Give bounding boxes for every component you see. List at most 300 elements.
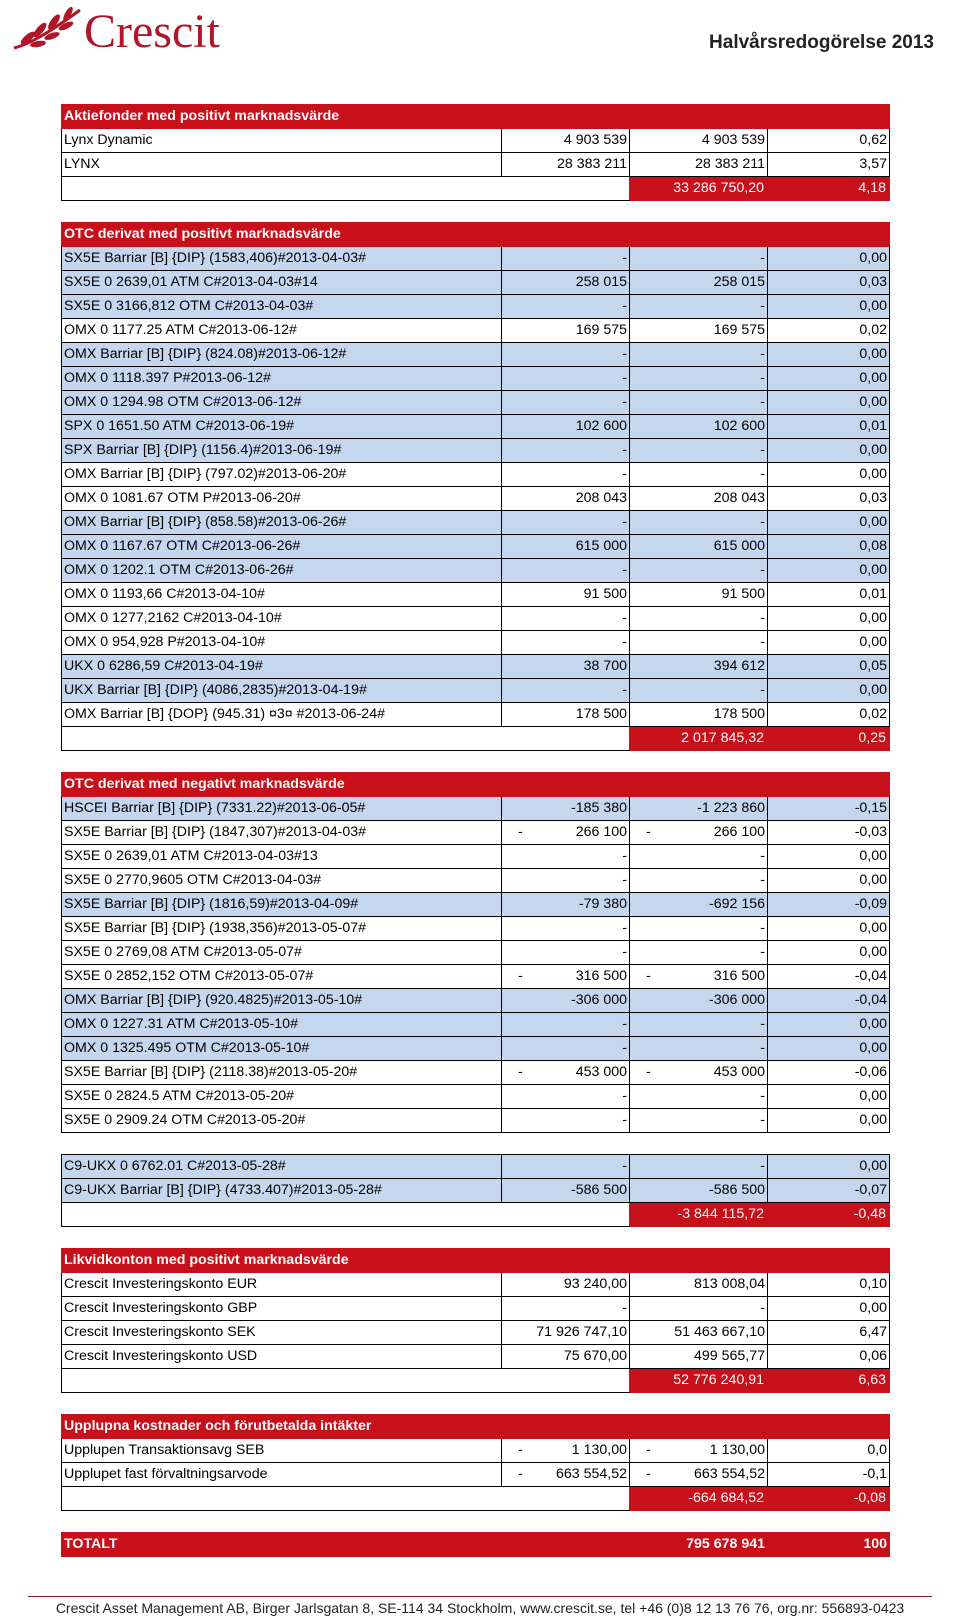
negative-sign: - <box>646 1466 651 1482</box>
value-text: 38 700 <box>583 658 627 674</box>
percent-of-fund: 0,00 <box>768 511 890 535</box>
table-row <box>62 1085 890 1109</box>
holding-name: OMX 0 1227.31 ATM C#2013-05-10# <box>62 1013 502 1037</box>
value-sek <box>630 153 768 177</box>
value-local <box>502 845 630 869</box>
value-local <box>502 869 630 893</box>
holding-name: LYNX <box>62 153 502 177</box>
value-sek <box>630 1061 768 1085</box>
table-row <box>62 1109 890 1133</box>
value-local <box>502 1273 630 1297</box>
footer-address: Crescit Asset Management AB, Birger Jarlsgatan 8, SE-114 34 Stockholm, www.crescit.se, tel +46 (0)8 12 13 76 76, org.nr: 556893-0423 <box>55 1600 905 1616</box>
value-text: - <box>622 1300 627 1316</box>
value-text: 4 903 539 <box>701 132 765 148</box>
value-text: - <box>622 514 627 530</box>
spacer-row <box>62 1133 890 1155</box>
value-text: - <box>622 370 627 386</box>
value-text: 266 100 <box>575 824 627 840</box>
percent-of-fund: 0,00 <box>768 439 890 463</box>
value-text: -692 156 <box>708 896 765 912</box>
subtotal-percent: 6,63 <box>768 1369 890 1393</box>
percent-of-fund: 0,00 <box>768 463 890 487</box>
percent-of-fund: 0,00 <box>768 1037 890 1061</box>
value-text: 316 500 <box>575 968 627 984</box>
section-header <box>62 105 890 129</box>
value-sek <box>630 129 768 153</box>
percent-of-fund: -0,09 <box>768 893 890 917</box>
holding-name: SPX 0 1651.50 ATM C#2013-06-19# <box>62 415 502 439</box>
value-local <box>502 295 630 319</box>
value-local <box>502 247 630 271</box>
section-header <box>62 1249 890 1273</box>
value-sek <box>630 1085 768 1109</box>
section-header <box>62 1415 890 1439</box>
value-sek <box>630 295 768 319</box>
value-sek <box>630 941 768 965</box>
percent-of-fund: 0,00 <box>768 1013 890 1037</box>
value-local <box>502 1013 630 1037</box>
value-local <box>502 319 630 343</box>
value-text: 813 008,04 <box>693 1276 765 1292</box>
value-local <box>502 153 630 177</box>
subtotal-blank <box>62 177 630 201</box>
value-text: -1 223 860 <box>697 800 765 816</box>
holdings-table <box>61 104 890 1557</box>
crescit-logo <box>10 4 270 56</box>
value-text: - <box>622 442 627 458</box>
spacer-cell <box>62 1511 890 1533</box>
value-sek <box>630 1273 768 1297</box>
table-row <box>62 247 890 271</box>
value-sek <box>630 271 768 295</box>
value-sek <box>630 1297 768 1321</box>
section-header <box>62 773 890 797</box>
percent-of-fund: 0,08 <box>768 535 890 559</box>
percent-of-fund: 3,57 <box>768 153 890 177</box>
section-header <box>62 223 890 247</box>
value-text: 4 903 539 <box>563 132 627 148</box>
holding-name: SX5E Barriar [B] {DIP} (1847,307)#2013-04-03# <box>62 821 502 845</box>
value-text: 663 554,52 <box>555 1466 627 1482</box>
value-local <box>502 893 630 917</box>
value-sek <box>630 391 768 415</box>
value-text: - <box>760 1040 765 1056</box>
holding-name: SX5E 0 2824.5 ATM C#2013-05-20# <box>62 1085 502 1109</box>
percent-of-fund: 0,00 <box>768 917 890 941</box>
percent-of-fund: -0,15 <box>768 797 890 821</box>
holding-name: SX5E Barriar [B] {DIP} (1938,356)#2013-05-07# <box>62 917 502 941</box>
table-row <box>62 535 890 559</box>
value-text: - <box>622 298 627 314</box>
value-local <box>502 965 630 989</box>
holding-name: UKX 0 6286,59 C#2013-04-19# <box>62 655 502 679</box>
value-text: - <box>760 370 765 386</box>
value-text: 71 926 747,10 <box>536 1324 627 1340</box>
section-title: Aktiefonder med positivt marknadsvärde <box>62 105 890 129</box>
value-text: 1 130,00 <box>709 1442 765 1458</box>
table-row <box>62 679 890 703</box>
subtotal-blank <box>62 727 630 751</box>
subtotal-row <box>62 1487 890 1511</box>
percent-of-fund: -0,04 <box>768 965 890 989</box>
holding-name: UKX Barriar [B] {DIP} (4086,2835)#2013-04-19# <box>62 679 502 703</box>
table-row <box>62 295 890 319</box>
table-row <box>62 487 890 511</box>
value-local <box>502 583 630 607</box>
value-text: - <box>760 442 765 458</box>
value-local <box>502 391 630 415</box>
table-row <box>62 1155 890 1179</box>
table-row <box>62 271 890 295</box>
value-sek <box>630 965 768 989</box>
table-row <box>62 343 890 367</box>
percent-of-fund: 0,00 <box>768 391 890 415</box>
percent-of-fund: 0,00 <box>768 247 890 271</box>
percent-of-fund: 0,00 <box>768 1085 890 1109</box>
table-row <box>62 1297 890 1321</box>
spacer-cell <box>62 751 890 773</box>
percent-of-fund: 0,01 <box>768 415 890 439</box>
subtotal-blank <box>62 1203 630 1227</box>
value-sek <box>630 559 768 583</box>
value-local <box>502 989 630 1013</box>
value-local <box>502 439 630 463</box>
value-text: - <box>760 944 765 960</box>
section-title: OTC derivat med negativt marknadsvärde <box>62 773 890 797</box>
value-local <box>502 797 630 821</box>
value-local <box>502 655 630 679</box>
value-text: - <box>622 944 627 960</box>
value-sek <box>630 511 768 535</box>
value-text: - <box>622 682 627 698</box>
subtotal-blank <box>62 1369 630 1393</box>
holdings-table-body <box>62 105 890 1557</box>
value-local <box>502 631 630 655</box>
holding-name: SX5E Barriar [B] {DIP} (2118.38)#2013-05-20# <box>62 1061 502 1085</box>
value-local <box>502 1345 630 1369</box>
table-row <box>62 869 890 893</box>
value-local <box>502 1463 630 1487</box>
percent-of-fund: 6,47 <box>768 1321 890 1345</box>
subtotal-percent: 4,18 <box>768 177 890 201</box>
value-text: 208 043 <box>575 490 627 506</box>
negative-sign: - <box>518 968 523 984</box>
percent-of-fund: 0,00 <box>768 343 890 367</box>
holding-name: OMX 0 1202.1 OTM C#2013-06-26# <box>62 559 502 583</box>
value-sek <box>630 821 768 845</box>
holding-name: OMX Barriar [B] {DIP} (824.08)#2013-06-12# <box>62 343 502 367</box>
value-sek <box>630 1463 768 1487</box>
table-row <box>62 391 890 415</box>
holding-name: SX5E 0 3166,812 OTM C#2013-04-03# <box>62 295 502 319</box>
total-percent: 100 <box>768 1533 890 1557</box>
value-sek <box>630 487 768 511</box>
percent-of-fund: -0,07 <box>768 1179 890 1203</box>
value-text: -306 000 <box>708 992 765 1008</box>
table-row <box>62 797 890 821</box>
table-row <box>62 917 890 941</box>
value-text: -586 500 <box>708 1182 765 1198</box>
holding-name: OMX 0 1177.25 ATM C#2013-06-12# <box>62 319 502 343</box>
value-text: - <box>760 346 765 362</box>
table-row <box>62 367 890 391</box>
subtotal-percent: 0,25 <box>768 727 890 751</box>
percent-of-fund: 0,00 <box>768 1297 890 1321</box>
value-text: - <box>760 1088 765 1104</box>
negative-sign: - <box>646 1442 651 1458</box>
value-local <box>502 343 630 367</box>
holding-name: OMX 0 1118.397 P#2013-06-12# <box>62 367 502 391</box>
value-local <box>502 607 630 631</box>
section-title: Upplupna kostnader och förutbetalda intäkter <box>62 1415 890 1439</box>
value-text: 208 043 <box>713 490 765 506</box>
value-text: 499 565,77 <box>693 1348 765 1364</box>
value-text: - <box>760 872 765 888</box>
total-row <box>62 1533 890 1557</box>
percent-of-fund: 0,00 <box>768 869 890 893</box>
spacer-cell <box>62 1227 890 1249</box>
value-text: 93 240,00 <box>563 1276 627 1292</box>
percent-of-fund: 0,0 <box>768 1439 890 1463</box>
value-sek <box>630 535 768 559</box>
value-text: - <box>622 1016 627 1032</box>
table-row <box>62 989 890 1013</box>
value-text: - <box>760 610 765 626</box>
section-title: OTC derivat med positivt marknadsvärde <box>62 223 890 247</box>
percent-of-fund: 0,00 <box>768 679 890 703</box>
value-local <box>502 1061 630 1085</box>
percent-of-fund: -0,1 <box>768 1463 890 1487</box>
value-text: - <box>760 1300 765 1316</box>
value-local <box>502 129 630 153</box>
value-local <box>502 1085 630 1109</box>
value-local <box>502 917 630 941</box>
percent-of-fund: 0,02 <box>768 319 890 343</box>
value-text: -586 500 <box>570 1182 627 1198</box>
value-text: 316 500 <box>713 968 765 984</box>
value-sek <box>630 655 768 679</box>
table-row <box>62 511 890 535</box>
value-text: - <box>622 1112 627 1128</box>
table-row <box>62 607 890 631</box>
value-text: 91 500 <box>583 586 627 602</box>
negative-sign: - <box>518 824 523 840</box>
percent-of-fund: 0,03 <box>768 271 890 295</box>
table-row <box>62 631 890 655</box>
value-text: - <box>760 848 765 864</box>
table-row <box>62 1179 890 1203</box>
table-row <box>62 129 890 153</box>
value-sek <box>630 463 768 487</box>
value-sek <box>630 1345 768 1369</box>
footer-divider <box>28 1596 932 1597</box>
value-sek <box>630 607 768 631</box>
spacer-cell <box>62 1393 890 1415</box>
value-text: 169 575 <box>713 322 765 338</box>
spacer-row <box>62 201 890 223</box>
value-local <box>502 415 630 439</box>
value-text: - <box>760 250 765 266</box>
subtotal-blank <box>62 1487 630 1511</box>
subtotal-value: 33 286 750,20 <box>630 177 768 201</box>
holding-name: OMX 0 1277,2162 C#2013-04-10# <box>62 607 502 631</box>
value-text: 258 015 <box>713 274 765 290</box>
table-row <box>62 1273 890 1297</box>
percent-of-fund: 0,01 <box>768 583 890 607</box>
percent-of-fund: 0,00 <box>768 367 890 391</box>
holding-name: SX5E Barriar [B] {DIP} (1816,59)#2013-04-09# <box>62 893 502 917</box>
value-local <box>502 1179 630 1203</box>
percent-of-fund: 0,00 <box>768 631 890 655</box>
percent-of-fund: 0,00 <box>768 941 890 965</box>
spacer-row <box>62 751 890 773</box>
value-local <box>502 941 630 965</box>
value-sek <box>630 367 768 391</box>
percent-of-fund: -0,04 <box>768 989 890 1013</box>
holding-name: SX5E Barriar [B] {DIP} (1583,406)#2013-04-03# <box>62 247 502 271</box>
value-text: - <box>622 1158 627 1174</box>
value-local <box>502 271 630 295</box>
value-sek <box>630 1013 768 1037</box>
percent-of-fund: 0,00 <box>768 1109 890 1133</box>
spacer-cell <box>62 1133 890 1155</box>
value-sek <box>630 1109 768 1133</box>
brand-name: Crescit <box>84 5 220 58</box>
value-text: 51 463 667,10 <box>674 1324 765 1340</box>
holding-name: C9-UKX 0 6762.01 C#2013-05-28# <box>62 1155 502 1179</box>
holding-name: SX5E 0 2769,08 ATM C#2013-05-07# <box>62 941 502 965</box>
holding-name: Lynx Dynamic <box>62 129 502 153</box>
holding-name: OMX 0 1294.98 OTM C#2013-06-12# <box>62 391 502 415</box>
value-text: - <box>760 514 765 530</box>
value-local <box>502 703 630 727</box>
value-text: - <box>760 920 765 936</box>
value-text: 28 383 211 <box>695 156 765 172</box>
olive-branch-icon <box>10 4 88 56</box>
value-text: 102 600 <box>713 418 765 434</box>
value-sek <box>630 1179 768 1203</box>
value-text: 169 575 <box>575 322 627 338</box>
value-local <box>502 1321 630 1345</box>
spacer-cell <box>62 201 890 223</box>
subtotal-row <box>62 1203 890 1227</box>
negative-sign: - <box>646 824 651 840</box>
holding-name: OMX Barriar [B] {DIP} (920.4825)#2013-05-10# <box>62 989 502 1013</box>
value-text: - <box>622 848 627 864</box>
value-text: 394 612 <box>713 658 765 674</box>
value-local <box>502 1155 630 1179</box>
negative-sign: - <box>646 1064 651 1080</box>
holding-name: SPX Barriar [B] {DIP} (1156.4)#2013-06-19# <box>62 439 502 463</box>
subtotal-percent: -0,48 <box>768 1203 890 1227</box>
subtotal-row <box>62 727 890 751</box>
value-sek <box>630 1037 768 1061</box>
table-row <box>62 463 890 487</box>
value-text: - <box>622 346 627 362</box>
spacer-row <box>62 1393 890 1415</box>
value-text: 102 600 <box>575 418 627 434</box>
value-local <box>502 1439 630 1463</box>
table-row <box>62 821 890 845</box>
value-sek <box>630 415 768 439</box>
value-text: - <box>760 298 765 314</box>
table-row <box>62 153 890 177</box>
value-text: - <box>760 1158 765 1174</box>
holding-name: Crescit Investeringskonto SEK <box>62 1321 502 1345</box>
percent-of-fund: 0,00 <box>768 559 890 583</box>
holding-name: Crescit Investeringskonto EUR <box>62 1273 502 1297</box>
holding-name: OMX 0 954,928 P#2013-04-10# <box>62 631 502 655</box>
holding-name: HSCEI Barriar [B] {DIP} (7331.22)#2013-06-05# <box>62 797 502 821</box>
value-local <box>502 511 630 535</box>
value-text: - <box>760 634 765 650</box>
value-sek <box>630 439 768 463</box>
holding-name: SX5E 0 2639,01 ATM C#2013-04-03#14 <box>62 271 502 295</box>
value-text: - <box>760 394 765 410</box>
subtotal-value: 52 776 240,91 <box>630 1369 768 1393</box>
table-row <box>62 1061 890 1085</box>
value-text: - <box>622 920 627 936</box>
value-text: 663 554,52 <box>693 1466 765 1482</box>
value-sek <box>630 845 768 869</box>
value-sek <box>630 343 768 367</box>
table-row <box>62 845 890 869</box>
table-row <box>62 583 890 607</box>
percent-of-fund: 0,03 <box>768 487 890 511</box>
value-local <box>502 1109 630 1133</box>
holding-name: SX5E 0 2852,152 OTM C#2013-05-07# <box>62 965 502 989</box>
percent-of-fund: -0,03 <box>768 821 890 845</box>
table-row <box>62 1345 890 1369</box>
value-sek <box>630 247 768 271</box>
subtotal-percent: -0,08 <box>768 1487 890 1511</box>
value-text: 178 500 <box>575 706 627 722</box>
value-sek <box>630 1321 768 1345</box>
holding-name: Upplupet fast förvaltningsarvode <box>62 1463 502 1487</box>
value-text: - <box>622 1040 627 1056</box>
percent-of-fund: 0,00 <box>768 607 890 631</box>
value-text: - <box>622 466 627 482</box>
holding-name: OMX 0 1081.67 OTM P#2013-06-20# <box>62 487 502 511</box>
value-sek <box>630 1155 768 1179</box>
holding-name: OMX 0 1193,66 C#2013-04-10# <box>62 583 502 607</box>
negative-sign: - <box>518 1442 523 1458</box>
holding-name: OMX 0 1167.67 OTM C#2013-06-26# <box>62 535 502 559</box>
value-text: 266 100 <box>713 824 765 840</box>
percent-of-fund: 0,02 <box>768 703 890 727</box>
spacer-row <box>62 1511 890 1533</box>
value-text: - <box>622 1088 627 1104</box>
value-sek <box>630 1439 768 1463</box>
value-text: - <box>760 562 765 578</box>
value-text: - <box>760 1112 765 1128</box>
value-text: 615 000 <box>713 538 765 554</box>
holding-name: Crescit Investeringskonto USD <box>62 1345 502 1369</box>
table-row <box>62 941 890 965</box>
value-text: - <box>760 682 765 698</box>
table-row <box>62 703 890 727</box>
holding-name: Upplupen Transaktionsavg SEB <box>62 1439 502 1463</box>
percent-of-fund: 0,00 <box>768 1155 890 1179</box>
subtotal-row <box>62 1369 890 1393</box>
holding-name: C9-UKX Barriar [B] {DIP} (4733.407)#2013-05-28# <box>62 1179 502 1203</box>
table-row <box>62 1013 890 1037</box>
value-text: 75 670,00 <box>563 1348 627 1364</box>
value-text: -185 380 <box>570 800 627 816</box>
table-row <box>62 439 890 463</box>
spacer-row <box>62 1227 890 1249</box>
value-text: -79 380 <box>578 896 627 912</box>
